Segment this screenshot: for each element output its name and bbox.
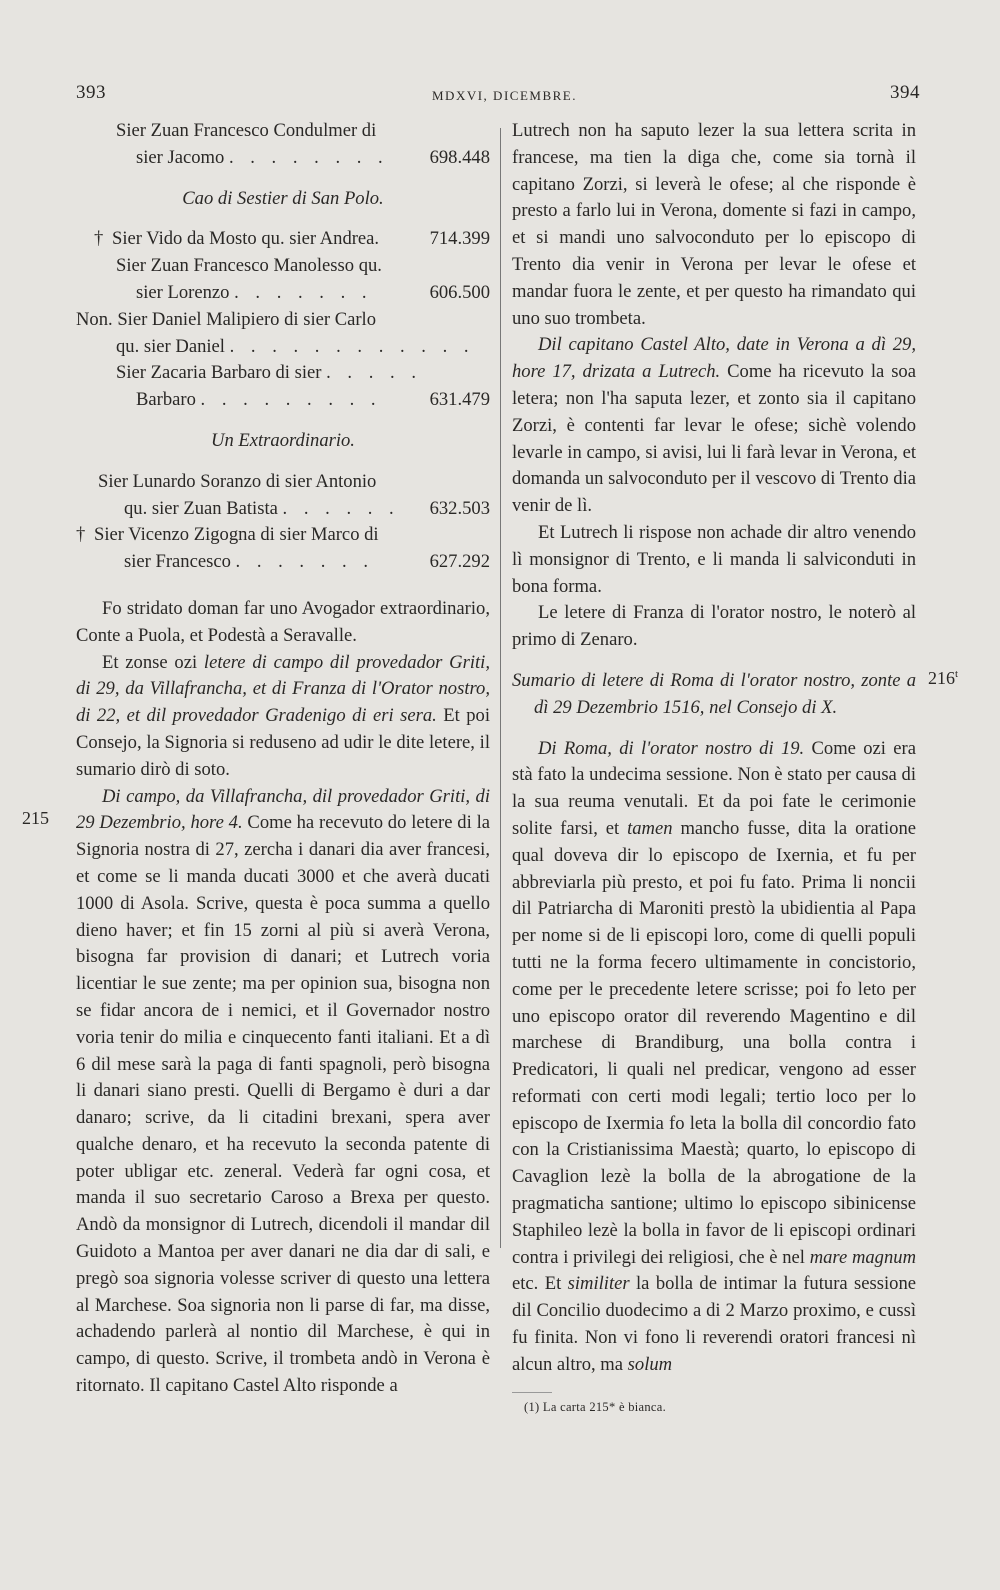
- vote-count: 631.479: [429, 389, 490, 411]
- paragraph: Di campo, da Villafrancha, dil provedador Griti, di 29 Dezembrio, hore 4. Come ha recevuto do letere di la Signoria nostra di 27, zercha i danari dia aver francesi, et come se li manda ducati 3000 et che averà ducati 1000 di Asola. Scrive, questa è poca summa a quello dieno haver; et fin 15 zorni al più si averà Verona, bisogna far provision di danari; et Lutrech voria licentiar le sue zente; ma per opinion sua, bisogna non se fidar ancora de i nemici, et il Governador nostro voria tenir do milia e cinquecento fanti italiani. Et a dì 6 dil mese sarà la paga di fanti spagnoli, però bisogna li danari siano presti. Quelli di Bergamo è duri a dar danaro; scrive, da li citadini brexani, spera aver qualche denaro, et ha recevuto la seconda patente di poter ubligar etc. zeneral. Vederà far ogni cosa, et manda il suo secretario Caroso a Brexa per questo. Andò da monsignor di Lutrech, dicendoli il mandar dil Guidoto a Mantoa per aver danari ne dia dar di sali, e pregò soa signoria volesse scriver di questo una lettera al Marchese. Soa signoria non li parse di far, ma disse, achadendo parlerà al nontio dil Marchese, è qui in campo, di questo. Scrive, il trombeta andò in Verona è ritornato. Il capitano Castel Alto risponde a: [76, 785, 490, 1397]
- paragraph: Et zonse ozi letere di campo dil provedador Griti, di 29, da Villafrancha, et di Franza di l'Orator nostro, di 22, et dil provedador Gradenigo di eri sera. Et poi Consejo, la Signoria si reduseno ad udir le dite letere, il sumario dirò di soto.: [76, 651, 490, 780]
- vote-entry: † Sier Vicenzo Zigogna di sier Marco di sier Francesco . . . . . . . 627.292: [76, 522, 490, 576]
- vote-count: 714.399: [429, 228, 490, 250]
- vote-count: 632.503: [429, 497, 490, 519]
- page-number-right: 394: [890, 82, 920, 103]
- dagger-mark: †: [94, 228, 104, 250]
- left-column: [76, 118, 490, 1400]
- right-column: [512, 118, 916, 1379]
- vote-count: 698.448: [429, 146, 490, 168]
- paragraph: Fo stridato doman far uno Avogador extraordinario, Conte a Puola, et Podestà a Seravalle.: [76, 597, 490, 646]
- paragraph: Lutrech non ha saputo lezer la sua lettera scrita in francese, ma tien la diga che, come sia tornà il capitano Zorzi, si leverà le ofese; al che risponde è presto a farlo lui in Verona, domente si fazi in campo, et si mandi uno salvoconduto per lo episcopo di Trento dia venir in Verona per levar le ofese et mandar fuora le zente, et per questo ha rimandato qui uno suo trombeta.: [512, 120, 916, 329]
- footnote: (1) La carta 215* è bianca.: [524, 1400, 667, 1414]
- margin-folio-number: 216$^t$: [928, 668, 959, 688]
- vote-entry: Sier Zuan Francesco Condulmer di sier Jacomo . . . . . . . . 698.448: [76, 118, 490, 172]
- running-head: MDXVI, DICEMBRE.: [432, 88, 577, 103]
- section-heading: Un Extraordinario.: [211, 429, 355, 451]
- vote-entry: Sier Zuan Francesco Manolesso qu. sier Lorenzo . . . . . . . 606.500: [76, 253, 490, 307]
- paragraph: Le letere di Franza di l'orator nostro, le noterò al primo di Zenaro.: [512, 602, 916, 651]
- paragraph: Di Roma, di l'orator nostro di 19. Come ozi era stà fato la undecima sessione. Non è stato per causa di la sua reuma venutali. Et da poi fate le cerimonie solite farsi, et tamen mancho fusse, dita la oratione qual doveva dir lo episcopo de Ixernia, et fu per abbreviarla più presto, et poi fu fato. Prima li noncii dil Patriarcha di Maroniti prestò la ubidientia al Papa per nome si de li episcopi loro, come di quelli populi tutti ne la forma fecero ultimamente in concistorio, come per le precedente letere scrisse; poi fo leto per uno episcopo orator dil reverendo Magentino e dil marchese di Brandiburg, una bolla contra i Predicatori, li quali nel predicar, vengono ad esser reformati con certi modi legali; tertio loco per lo episcopo de Ixermia fo leta la bolla dil concordio fato con la Cristianissima Maestà; quarto, lo episcopo di Cavaglion lezè la bolla de la abrogatione de la pragmaticha santione; ultimo lo episcopo sibinicense Staphileo lezè la bolla in favor de li episcopi ordinari contra i privilegi dei religiosi, che è nel mare magnum etc. Et similiter la bolla de intimar la futura sessione dil Concilio duodecimo a di 2 Marzo proximo, e cussì fu finita. Non vi fono li reverendi oratori francesi nì alcun altro, ma solum: [512, 737, 917, 1375]
- vote-entry: Sier Lunardo Soranzo di sier Antonio qu. sier Zuan Batista . . . . . . 632.503: [76, 469, 490, 523]
- section-heading: Cao di Sestier di San Polo.: [182, 187, 384, 209]
- dagger-mark: †: [76, 524, 86, 546]
- paragraph: Dil capitano Castel Alto, date in Verona a dì 29, hore 17, drizata a Lutrech. Come ha ricevuto la soa letera; non l'ha saputa lezer, et zonto sia il capitano Zorzi, è contenti far levar le ofese; sichè volendo levarle in campo, si avisi, lui li farà levar in Verona, et domanda un salvoconduto per il vescovo di Trento dia venir de lì.: [512, 334, 916, 517]
- column-divider: [500, 128, 501, 1248]
- vote-entry: Sier Zacaria Barbaro di sier . . . . . Barbaro . . . . . . . . . 631.479: [76, 360, 490, 414]
- paragraph: Et Lutrech li rispose non achade dir altro venendo lì monsignor di Trento, e li manda li salviconduti in bona forma.: [512, 521, 916, 597]
- vote-entry: Non. Sier Daniel Malipiero di sier Carlo qu. sier Daniel . . . . . . . . . . . .: [76, 308, 475, 357]
- vote-count: 606.500: [429, 281, 490, 303]
- margin-folio-number: 215: [22, 808, 49, 828]
- page-number-left: 393: [76, 82, 106, 103]
- section-heading: Sumario di letere di Roma di l'orator nostro, zonte a dì 29 Dezembrio 1516, nel Consejo di X.: [512, 669, 916, 718]
- footnote-rule: [512, 1392, 552, 1393]
- vote-entry: † Sier Vido da Mosto qu. sier Andrea. 714.399: [76, 226, 490, 253]
- vote-count: 627.292: [429, 551, 490, 573]
